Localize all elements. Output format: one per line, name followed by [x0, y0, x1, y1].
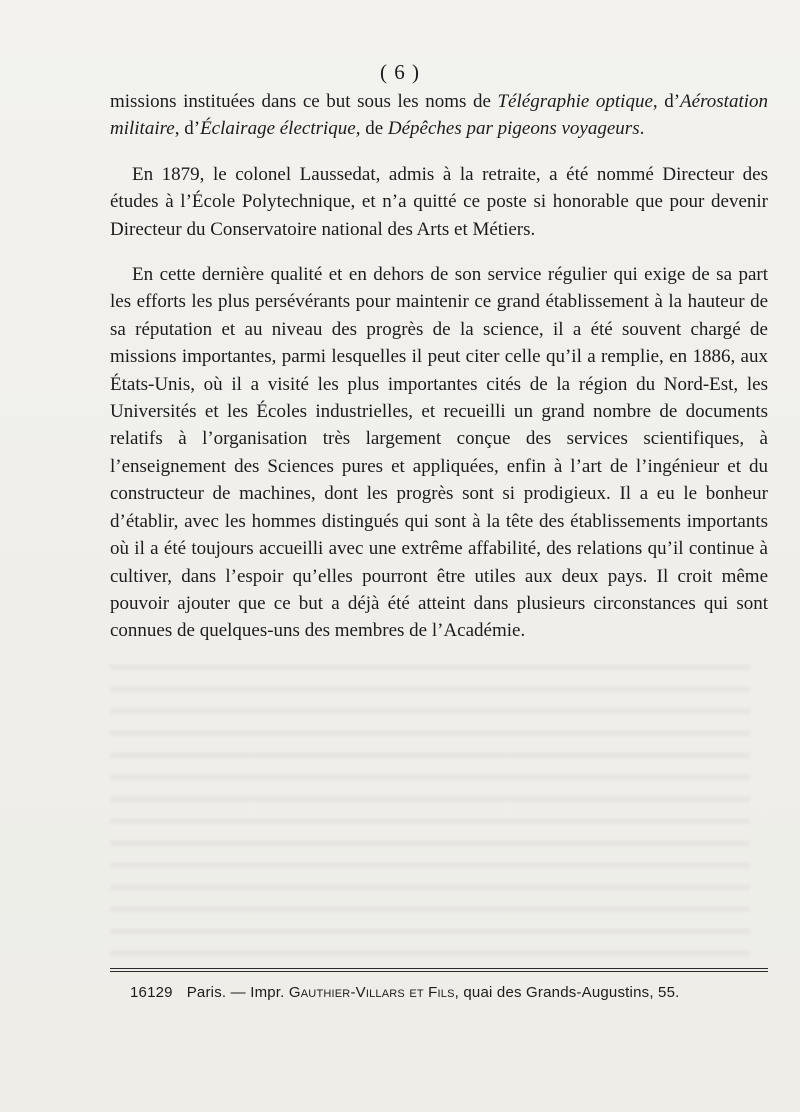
paragraph-1 — [110, 88, 768, 143]
italic-depeches-pigeons: Dépêches par pigeons voyageurs — [387, 118, 640, 140]
paragraph-1-text-b: , d’ — [652, 91, 681, 112]
footer-rule-top — [110, 968, 768, 969]
printer-imprint — [130, 984, 770, 1001]
italic-telegraphie-optique: Télégraphie optique — [497, 91, 653, 112]
footer-rule-bottom — [110, 971, 768, 972]
paragraph-1-text-d: , de — [355, 118, 388, 140]
paragraph-1-text-e: . — [639, 118, 645, 140]
paragraph-2: En 1879, le colonel Laussedat, admis à la retraite, a été nommé Directeur des études à l’École Polytechnique, et n’a quitté ce poste si honorable que pour devenir Directeur du Conservatoire national des Arts et Métiers. — [110, 163, 768, 240]
job-number: 16129 — [130, 984, 173, 1001]
body-text — [110, 88, 768, 663]
italic-eclairage-electrique: Éclairage électrique — [200, 118, 356, 140]
show-through-text — [110, 650, 750, 960]
imprint-text-after: , quai des Grands-Augustins, 55. — [454, 984, 680, 1001]
paragraph-1-text-a: missions instituées dans ce but sous les noms de — [110, 91, 498, 112]
paragraph-3: En cette dernière qualité et en dehors de son service régulier qui exige de sa part les efforts les plus persévérants pour maintenir ce grand établissement à la hauteur de sa réputation et au niveau des progrès de la science, il a été souvent chargé de missions importantes, parmi lesquelles il peut citer celle qu’il a remplie, en 1886, aux États-Unis, où il a visité les plus importantes cités de la région du Nord-Est, les Universités et les Écoles industrielles, et recueilli un grand nombre de documents relatifs à l’organisation très largement conçue des services scientifiques, à l’enseignement des Sciences pures et appliquées, enfin à l’art de l’ingénieur et du constructeur de machines, dont les progrès sont si prodigieux. Il a eu le bonheur d’établir, avec les hommes distingués qui sont à la tête des établissements importants où il a été toujours accueilli avec une extrême affabilité, des relations qu’il continue à cultiver, dans l’espoir qu’elles pourront être utiles aux deux pays. Il croit même pouvoir ajouter que ce but a déjà été atteint dans plusieurs circonstances qui sont connues de quelques-uns des membres de l’Académie. — [110, 264, 768, 642]
paragraph-1-text-c: , d’ — [174, 118, 201, 140]
italic-aerostation-militaire: Aérostation militaire — [110, 91, 769, 140]
page-number: ( 6 ) — [380, 60, 420, 84]
imprint-text-before: Paris. — Impr. — [186, 984, 289, 1001]
printer-name: Gauthier-Villars et Fils — [288, 984, 455, 1001]
